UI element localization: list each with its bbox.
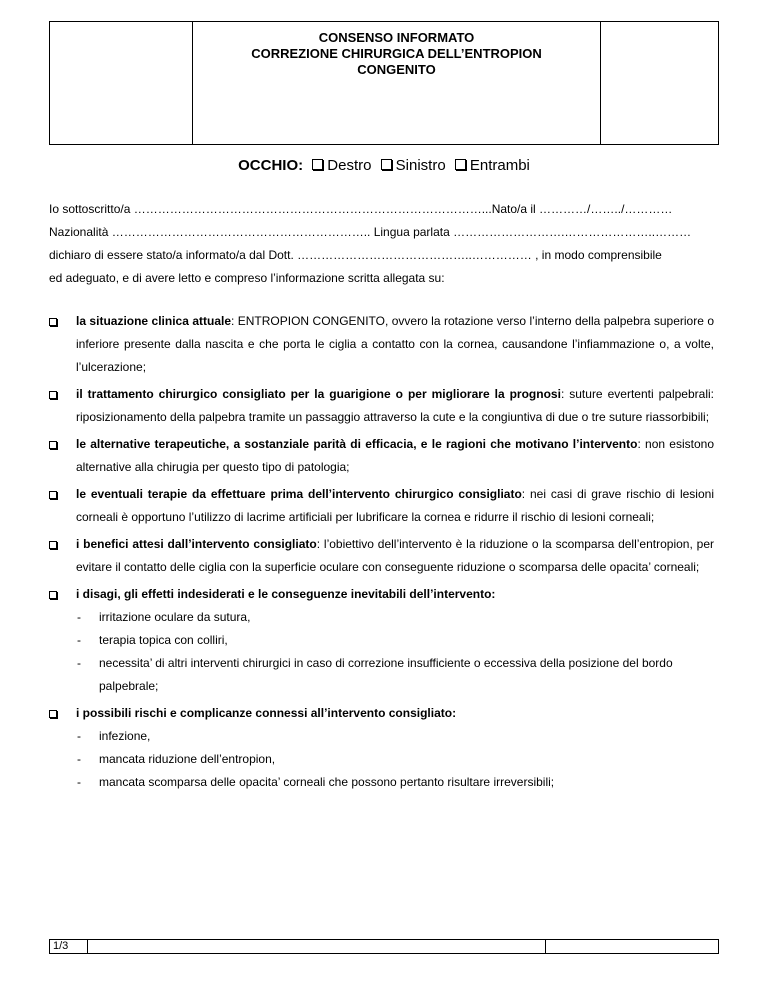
item-heading: i disagi, gli effetti indesiderati e le conseguenze inevitabili dell’intervento:: [76, 587, 496, 601]
checkbox-bullet-icon: [49, 491, 57, 499]
checkbox-entrambi[interactable]: [455, 159, 466, 170]
page-number: 1/3: [50, 940, 88, 953]
checkbox-bullet-icon: [49, 710, 57, 718]
sub-item-text: terapia topica con colliri,: [99, 633, 228, 647]
dash-marker: -: [77, 656, 81, 670]
header-right-cell: [601, 22, 718, 144]
sub-item: [49, 748, 714, 771]
sub-item-text: necessita’ di altri interventi chirurgici in caso di correzione insufficiente o eccessiva della posizione del bordo palpebrale;: [99, 656, 673, 693]
item-heading: il trattamento chirurgico consigliato per la guarigione o per migliorare la prognosi: [76, 387, 561, 401]
form-line-declaration: ed adeguato, e di avere letto e compreso l’informazione scritta allegata su:: [49, 271, 445, 285]
checkbox-bullet-icon: [49, 591, 57, 599]
title-line-3: CONGENITO: [357, 62, 436, 77]
list-item: [49, 310, 714, 379]
eye-label: OCCHIO:: [238, 157, 304, 174]
checkbox-sinistro[interactable]: [381, 159, 392, 170]
item-text: : l’obiettivo dell’intervento è la riduzione o la scomparsa dell’entropion, per evitare il contatto delle ciglia con la superficie oculare con conseguente riduzione o scomparsa delle opacita’ corneali;: [76, 537, 714, 574]
title-line-1: CONSENSO INFORMATO: [318, 30, 475, 45]
sub-item: [49, 652, 714, 698]
sub-item-text: mancata riduzione dell’entropion,: [99, 752, 276, 766]
list-item: [49, 583, 714, 606]
option-entrambi: Entrambi: [469, 157, 530, 174]
patient-form: [49, 201, 714, 293]
sub-item-text: infezione,: [99, 729, 151, 743]
dash-marker: -: [77, 775, 81, 789]
list-item: [49, 702, 714, 725]
list-item: [49, 483, 714, 529]
item-heading: i possibili rischi e complicanze connessi all’intervento consigliato:: [76, 706, 457, 720]
sub-item-text: mancata scomparsa delle opacita’ corneali che possono pertanto risultare irreversibili;: [99, 775, 555, 789]
checkbox-bullet-icon: [49, 318, 57, 326]
dash-marker: -: [77, 729, 81, 743]
sub-item: [49, 606, 714, 629]
list-item: [49, 533, 714, 579]
checkbox-bullet-icon: [49, 541, 57, 549]
list-item: [49, 383, 714, 429]
item-text: : suture evertenti palpebrali: riposizionamento della palpebra tramite un passaggio attraverso la cute e la congiuntiva di due o tre suture riassorbibili;: [76, 387, 714, 424]
form-line-nationality[interactable]: Nazionalità ……………………………………………………….. Lingua parlata ……………………….…………………..………: [49, 225, 692, 239]
list-item: [49, 433, 714, 479]
item-text: : nei casi di grave rischio di lesioni corneali è opportuno l’utilizzo di lacrime artificiali per lubrificare la cornea e ridurre il rischio di lesioni corneali;: [76, 487, 714, 524]
consent-items: [49, 310, 714, 794]
item-heading: i benefici attesi dall’intervento consigliato: [76, 537, 317, 551]
checkbox-bullet-icon: [49, 391, 57, 399]
item-heading: le eventuali terapie da effettuare prima dell’intervento chirurgico consigliato: [76, 487, 522, 501]
checkbox-destro[interactable]: [312, 159, 323, 170]
header-title-cell: [193, 22, 601, 144]
document-header-table: [49, 21, 719, 145]
sub-item: [49, 725, 714, 748]
header-left-cell: [50, 22, 193, 144]
sub-item: [49, 629, 714, 652]
sub-item: [49, 771, 714, 794]
dash-marker: -: [77, 752, 81, 766]
item-heading: la situazione clinica attuale: [76, 314, 231, 328]
form-line-doctor[interactable]: dichiaro di essere stato/a informato/a dal Dott. ……………………………………..…………… , in modo comprensibile: [49, 248, 662, 262]
eye-selection: [0, 157, 768, 174]
page-footer: [49, 939, 719, 954]
title-line-2: CORREZIONE CHIRURGICA DELL’ENTROPION: [251, 46, 542, 61]
option-sinistro: Sinistro: [395, 157, 446, 174]
form-line-name[interactable]: Io sottoscritto/a ……………………………………………………………………………...Nato/a il …………/……../…………: [49, 202, 673, 216]
item-heading: le alternative terapeutiche, a sostanziale parità di efficacia, e le ragioni che motivano l’intervento: [76, 437, 638, 451]
checkbox-bullet-icon: [49, 441, 57, 449]
sub-item-text: irritazione oculare da sutura,: [99, 610, 251, 624]
item-text: : ENTROPION CONGENITO, ovvero la rotazione verso l’interno della palpebra superiore o inferiore presente dalla nascita e che porta le ciglia a contatto con la cornea, causandone l’infiammazione o, a volte, l’ulcerazione;: [76, 314, 714, 374]
item-text: : non esistono alternative alla chirugia per questo tipo di patologia;: [76, 437, 715, 474]
dash-marker: -: [77, 633, 81, 647]
option-destro: Destro: [327, 157, 372, 174]
footer-right-cell: [546, 940, 718, 953]
footer-middle-cell: [88, 940, 546, 953]
dash-marker: -: [77, 610, 81, 624]
